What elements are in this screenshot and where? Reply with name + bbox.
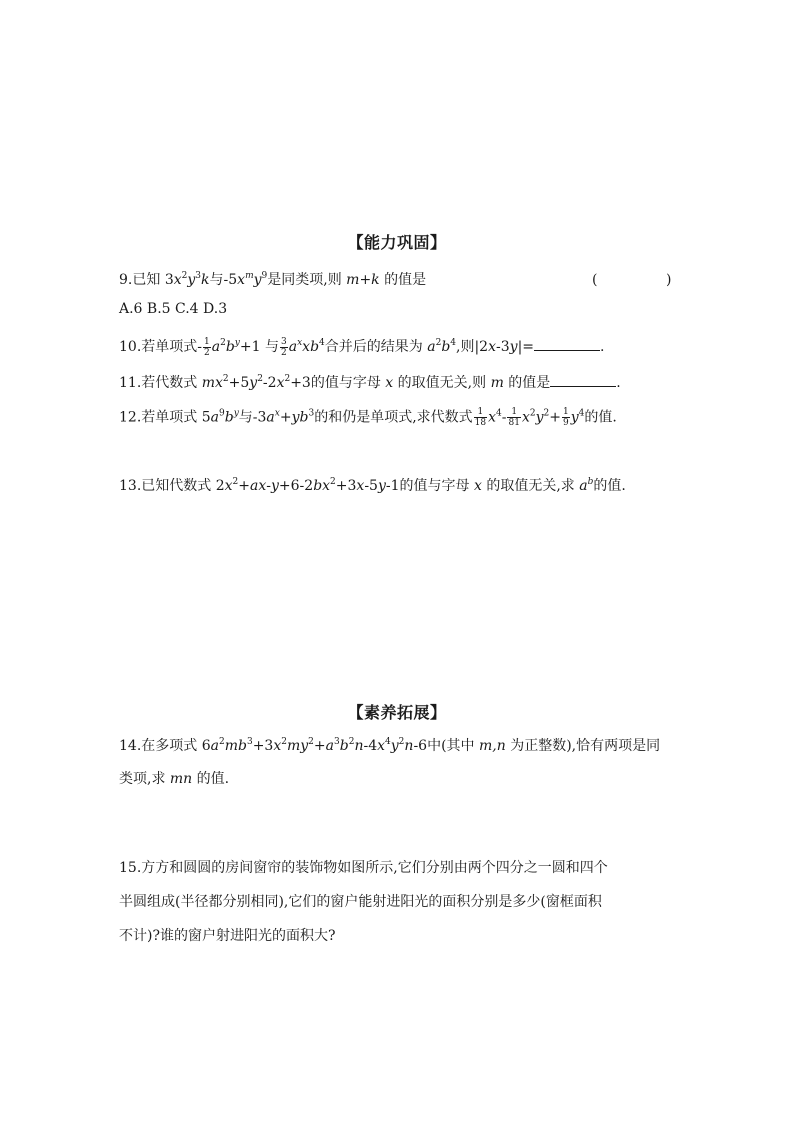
- fraction: $\frac{3}{2}$: [280, 336, 287, 358]
- fraction: $\frac{1}{18}$: [474, 407, 487, 428]
- answer-blank: [550, 372, 616, 387]
- section-title-literacy: 【素养拓展】: [347, 703, 447, 722]
- answer-paren-left: (: [592, 272, 598, 288]
- answer-paren-right: ): [666, 272, 672, 288]
- answer-blank: [534, 336, 600, 351]
- section-title-ability: 【能力巩固】: [347, 233, 447, 252]
- question-14-line-2: 类项,求 mn 的值.: [119, 771, 230, 787]
- question-12: 12.若单项式 $5a^9b^y$与$-3a^x+yb^3$的和仍是单项式,求代数式 $\frac{1}{18}$ $x^4-$ $\frac{1}{81}$ $x^2y^2+$ $\frac{1}{9}$ $y^4$的值.: [119, 407, 617, 428]
- question-9-options: A.6 B.5 C.4 D.3: [119, 301, 228, 317]
- question-15-line-1: 15.方方和圆圆的房间窗帘的装饰物如图所示,它们分别由两个四分之一圆和四个: [119, 860, 608, 876]
- question-10: 10.若单项式- $\frac{1}{2}$ $a^2b^y+1$ 与 $\frac{3}{2}$ $a^xxb^4$合并后的结果为 $a^2b^4$,则|2x-3y|= .: [119, 336, 605, 358]
- question-14-line-1: 14.在多项式 $6a^2mb^3+3x^2my^2+a^3b^2n-4x^4y^2n-6$中(其中 m,n 为正整数),恰有两项是同: [119, 737, 661, 754]
- question-11: 11.若代数式 $mx^2+5y^2-2x^2+3$的值与字母 x 的取值无关,则 m 的值是 .: [119, 374, 621, 391]
- fraction: $\frac{1}{2}$: [204, 336, 210, 358]
- question-15-line-2: 半圆组成(半径都分别相同),它们的窗户能射进阳光的面积分别是多少(窗框面积: [119, 894, 602, 910]
- fraction: $\frac{1}{81}$: [508, 407, 520, 428]
- question-15-line-3: 不计)?谁的窗户射进阳光的面积大?: [119, 928, 336, 944]
- fraction: $\frac{1}{9}$: [562, 407, 569, 428]
- question-9: 9.已知 $3x^2y^3k$与$-5x^my^9$是同类项,则 m+k 的值是: [119, 271, 427, 288]
- question-13: 13.已知代数式 $2x^2+ax-y+6-2bx^2+3x-5y-1$的值与字母 x 的取值无关,求 $a^b$的值.: [119, 477, 626, 494]
